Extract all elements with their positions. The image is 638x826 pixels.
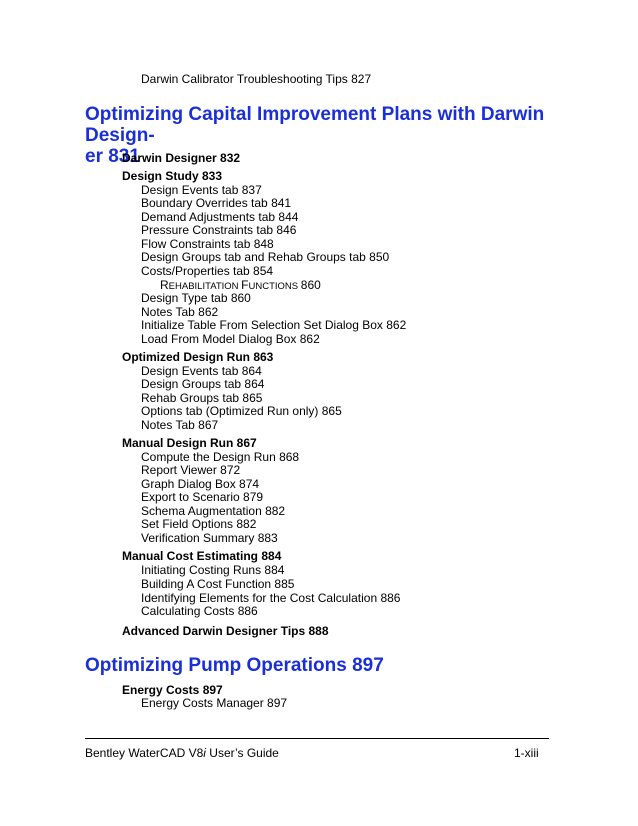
toc-entry: Compute the Design Run 868 [141, 450, 300, 464]
toc-entry: Costs/Properties tab 854 [141, 264, 274, 278]
toc-entry: Identifying Elements for the Cost Calculation 886 [141, 591, 401, 605]
toc-entry: Report Viewer 872 [141, 463, 241, 477]
toc-entry: Design Groups tab and Rehab Groups tab 850 [141, 250, 390, 264]
toc-entry: Options tab (Optimized Run only) 865 [141, 404, 342, 418]
toc-entry: Design Groups tab 864 [141, 377, 265, 391]
toc-entry: Darwin Calibrator Troubleshooting Tips 827 [141, 72, 372, 86]
toc-entry: Initiating Costing Runs 884 [141, 563, 285, 577]
toc-entry: Set Field Options 882 [141, 517, 257, 531]
toc-section: Design Study 833 [122, 169, 223, 183]
chapter-heading-line: Optimizing Pump Operations 897 [85, 655, 384, 676]
toc-entry: Building A Cost Function 885 [141, 577, 295, 591]
toc-section: Darwin Designer 832 [122, 151, 241, 165]
toc-entry: Verification Summary 883 [141, 531, 278, 545]
toc-entry: Export to Scenario 879 [141, 490, 264, 504]
chapter-heading-line: Optimizing Capital Improvement Plans with Darwin Design- [85, 104, 545, 146]
toc-subentry: REHABILITATION FUNCTIONS 860 [160, 278, 321, 292]
toc-entry: Boundary Overrides tab 841 [141, 196, 292, 210]
toc-section: Manual Cost Estimating 884 [122, 549, 282, 563]
footer-rule [85, 738, 549, 739]
toc-entry: Calculating Costs 886 [141, 604, 258, 618]
toc-entry: Design Events tab 837 [141, 183, 262, 197]
footer-title: Bentley WaterCAD V8i User’s Guide [85, 746, 279, 760]
toc-entry: Graph Dialog Box 874 [141, 477, 260, 491]
toc-entry: Demand Adjustments tab 844 [141, 210, 299, 224]
toc-section: Advanced Darwin Designer Tips 888 [122, 624, 329, 638]
toc-section: Manual Design Run 867 [122, 436, 257, 450]
toc-entry: Notes Tab 862 [141, 305, 219, 319]
toc-section: Energy Costs 897 [122, 683, 223, 697]
toc-entry: Load From Model Dialog Box 862 [141, 332, 320, 346]
toc-entry: Energy Costs Manager 897 [141, 696, 288, 710]
toc-entry: Notes Tab 867 [141, 418, 219, 432]
toc-entry: Schema Augmentation 882 [141, 504, 286, 518]
toc-entry: Flow Constraints tab 848 [141, 237, 274, 251]
toc-entry: Design Type tab 860 [141, 291, 251, 305]
toc-entry: Rehab Groups tab 865 [141, 391, 263, 405]
chapter-heading-line: er 831 [85, 146, 140, 167]
chapter-heading [85, 655, 565, 676]
page-number: 1-xiii [514, 746, 539, 760]
toc-section: Optimized Design Run 863 [122, 350, 274, 364]
toc-entry: Design Events tab 864 [141, 364, 262, 378]
toc-entry: Pressure Constraints tab 846 [141, 223, 297, 237]
toc-entry: Initialize Table From Selection Set Dialog Box 862 [141, 318, 407, 332]
